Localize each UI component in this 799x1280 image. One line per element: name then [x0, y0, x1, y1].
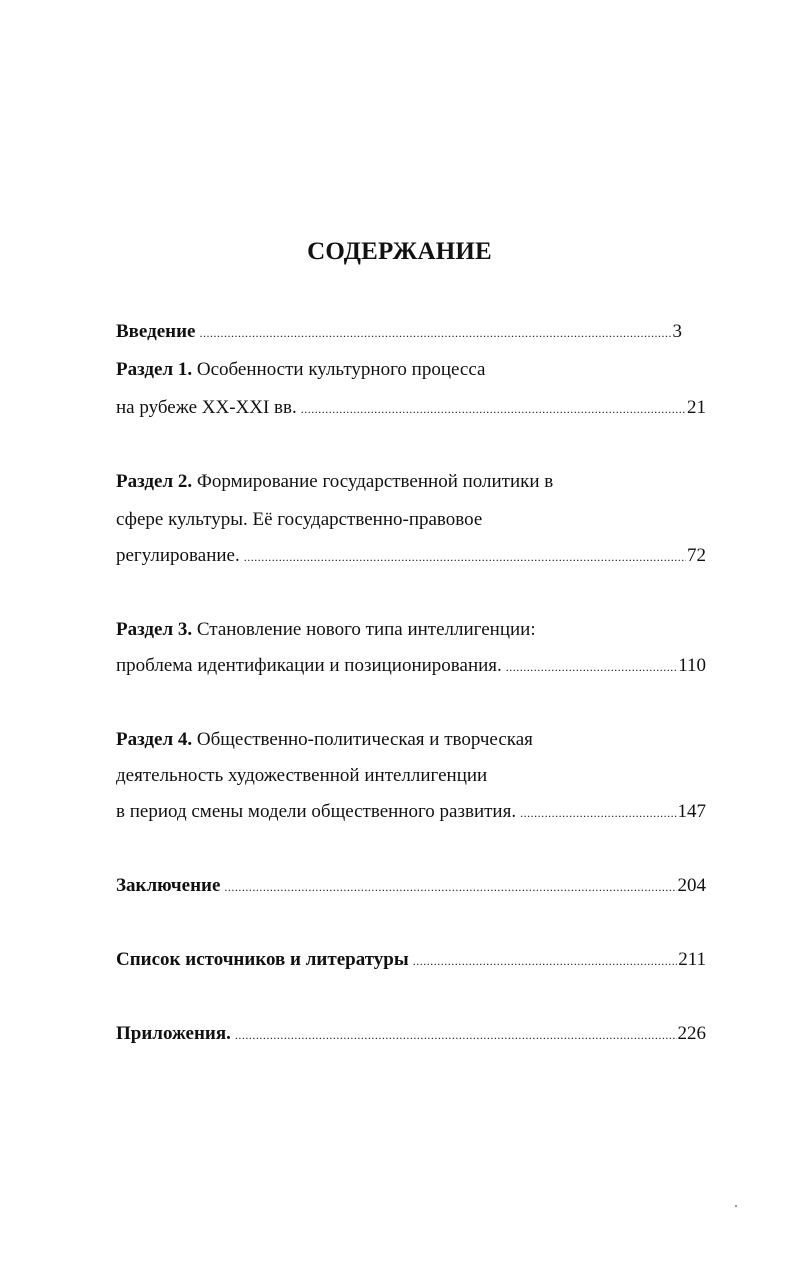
toc-leader-dots	[235, 1020, 677, 1050]
toc-page-number: 3	[672, 321, 682, 342]
toc-entry-section-4-line-3	[116, 797, 706, 827]
toc-entry-section-2-line-2	[116, 505, 482, 535]
toc-entry-section-3-line-2	[116, 651, 706, 681]
toc-page-number: 72	[687, 545, 706, 566]
toc-entry-bibliography	[116, 945, 706, 975]
toc-entry-section-1-line-1	[116, 355, 485, 385]
toc-page-number: 147	[677, 801, 706, 822]
toc-entry-text: Особенности культурного процесса	[196, 359, 486, 380]
toc-section-label: Раздел 3.	[116, 619, 193, 640]
toc-entry-text: проблема идентификации и позиционирования.	[116, 655, 502, 676]
toc-page-number: 110	[678, 655, 706, 676]
page-title: СОДЕРЖАНИЕ	[307, 238, 492, 265]
toc-entry-introduction	[116, 317, 682, 347]
toc-leader-dots	[506, 652, 677, 682]
toc-entry-text: Формирование государственной политики в	[196, 471, 554, 492]
toc-page-number: 211	[678, 949, 706, 970]
toc-entry-section-2-line-3	[116, 541, 706, 571]
toc-leader-dots	[224, 872, 676, 902]
toc-entry-conclusion	[116, 871, 706, 901]
toc-entry-section-4-line-2	[116, 761, 487, 791]
toc-entry-text: регулирование.	[116, 545, 240, 566]
toc-leader-dots	[520, 798, 676, 828]
toc-entry-text: в период смены модели общественного развития.	[116, 801, 517, 822]
toc-entry-label: Введение	[116, 321, 196, 342]
toc-page-number: 204	[677, 875, 706, 896]
toc-entry-section-4-line-1	[116, 725, 533, 755]
toc-entry-section-1-line-2	[116, 393, 706, 423]
toc-section-label: Раздел 2.	[116, 471, 193, 492]
toc-entry-section-2-line-1	[116, 467, 553, 497]
scan-speck	[735, 1205, 737, 1207]
toc-leader-dots	[413, 946, 678, 976]
toc-entry-text: сфере культуры. Её государственно-правовое	[116, 509, 483, 530]
toc-entry-label: Список источников и литературы	[116, 949, 409, 970]
toc-entry-section-3-line-1	[116, 615, 536, 645]
toc-section-label: Раздел 1.	[116, 359, 193, 380]
toc-leader-dots	[244, 542, 686, 572]
toc-entry-label: Заключение	[116, 875, 221, 896]
toc-page-number: 21	[687, 397, 706, 418]
toc-entry-text: Общественно-политическая и творческая	[196, 729, 533, 750]
toc-entry-label: Приложения.	[116, 1023, 231, 1044]
toc-entry-text: Становление нового типа интеллигенции:	[196, 619, 536, 640]
toc-page-number: 226	[677, 1023, 706, 1044]
toc-leader-dots	[301, 394, 686, 424]
toc-section-label: Раздел 4.	[116, 729, 193, 750]
toc-entry-text: деятельность художественной интеллигенции	[116, 765, 488, 786]
toc-entry-text: на рубеже XX-XXI вв.	[116, 397, 297, 418]
toc-leader-dots	[200, 318, 672, 348]
toc-entry-appendices	[116, 1019, 706, 1049]
